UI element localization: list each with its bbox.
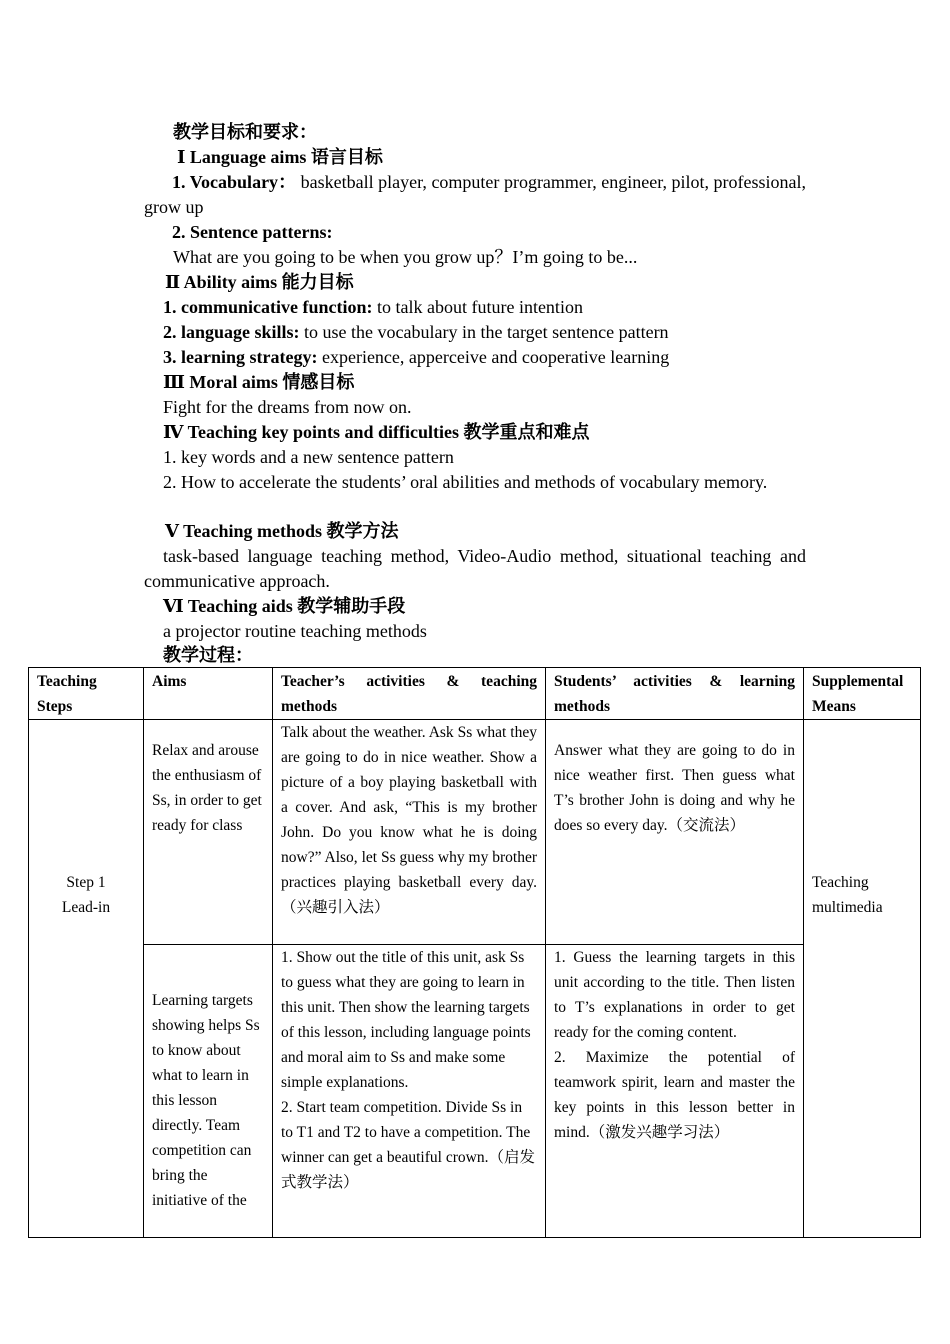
teaching-process-heading: 教学过程：: [163, 645, 253, 665]
teaching-aids-heading: Ⅵ Teaching aids 教学辅助手段: [163, 596, 406, 616]
key-point-2: 2. How to accelerate the students’ oral abilities and methods of vocabulary memory.: [163, 472, 768, 492]
sentence-patterns-text: What are you going to be when you grow up？I’m going to be...: [173, 247, 638, 267]
teacher-activities-cell: [273, 945, 546, 1238]
aims-cell: Relax and arouse the enthusiasm of Ss, in order to get ready for class: [144, 720, 273, 945]
step-cell: [29, 720, 144, 1238]
student-activity-1: 1. Guess the learning targets in this unit according to the title. Then listen to T’s explanations in order to get ready for the coming content.: [554, 949, 795, 1041]
key-points-heading: Ⅳ Teaching key points and difficulties 教学重点和难点: [163, 422, 590, 442]
teacher-activity-1: 1. Show out the title of this unit, ask Ss to guess what they are going to learn in this unit. Then show the learning targets of this lesson, including language points and moral aim to Ss and make some simple explanations.: [281, 949, 531, 1091]
table-header-row: [29, 668, 921, 720]
student-activities-cell: Answer what they are going to do in nice weather first. Then guess what T’s brother John is doing and why he does so every day.（交流法）: [546, 720, 804, 945]
ability-aims-heading: Ⅱ Ability aims 能力目标: [165, 272, 354, 292]
ability-item-2-text: to use the vocabulary in the target sentence pattern: [299, 322, 669, 342]
ability-item-3-text: experience, apperceive and cooperative learning: [317, 347, 670, 367]
header-teaching-steps: Teaching Steps: [29, 668, 144, 720]
ability-item-3: [163, 345, 669, 370]
vocabulary-label: 1. Vocabulary：: [172, 172, 297, 192]
table-row: [29, 720, 921, 945]
vocabulary-text: basketball player, computer programmer, engineer, pilot, professional, grow up: [144, 172, 807, 217]
ability-item-1-label: 1. communicative function:: [163, 297, 373, 317]
teaching-process-table: [28, 667, 921, 1238]
teaching-methods-heading: Ⅴ Teaching methods 教学方法: [165, 521, 399, 541]
teaching-aids-text: a projector routine teaching methods: [163, 621, 427, 641]
language-aims-heading: Ⅰ Language aims 语言目标: [177, 147, 383, 167]
ability-item-3-label: 3. learning strategy:: [163, 347, 318, 367]
supplemental-cell: Teaching multimedia: [804, 720, 921, 1238]
table-row: [29, 945, 921, 1238]
moral-aims-text: Fight for the dreams from now on.: [163, 397, 412, 417]
sentence-patterns-label: 2. Sentence patterns:: [172, 222, 333, 242]
teacher-activity-2: 2. Start team competition. Divide Ss in to T1 and T2 to have a competition. The winner can get a beautiful crown.（启发式教学法）: [281, 1099, 535, 1191]
ability-item-2-label: 2. language skills:: [163, 322, 300, 342]
ability-item-1-text: to talk about future intention: [372, 297, 583, 317]
header-aims: Aims: [144, 668, 273, 720]
header-teacher-activities: Teacher’s activities & teaching methods: [273, 668, 546, 720]
objectives-heading: 教学目标和要求：: [173, 122, 317, 142]
student-activity-2: 2. Maximize the potential of teamwork spirit, learn and master the key points in this lesson better in mind.（激发兴趣学习法）: [554, 1049, 795, 1141]
ability-item-2: [163, 320, 669, 345]
key-point-1: 1. key words and a new sentence pattern: [163, 447, 454, 467]
moral-aims-heading: Ⅲ Moral aims 情感目标: [163, 372, 355, 392]
student-activities-cell: [546, 945, 804, 1238]
aims-cell: Learning targets showing helps Ss to know about what to learn in this lesson directly. Team competition can bring the initiative of the: [144, 945, 273, 1238]
teaching-methods-text: task-based language teaching method, Video-Audio method, situational teaching and communicative approach.: [144, 546, 806, 591]
header-supplemental-means: Supplemental Means: [804, 668, 921, 720]
vocabulary-paragraph: [144, 170, 806, 220]
header-student-activities: Students’ activities & learning methods: [546, 668, 804, 720]
step-label: Step 1 Lead-in: [61, 873, 111, 916]
ability-item-1: [163, 295, 583, 320]
teacher-activities-cell: Talk about the weather. Ask Ss what they are going to do in nice weather. Show a picture of a boy playing basketball with a cover. And ask, “This is my brother John. Do you know what he is doing now?” Also, let Ss guess why my brother practices playing basketball every day. （兴趣引入法）: [273, 720, 546, 945]
